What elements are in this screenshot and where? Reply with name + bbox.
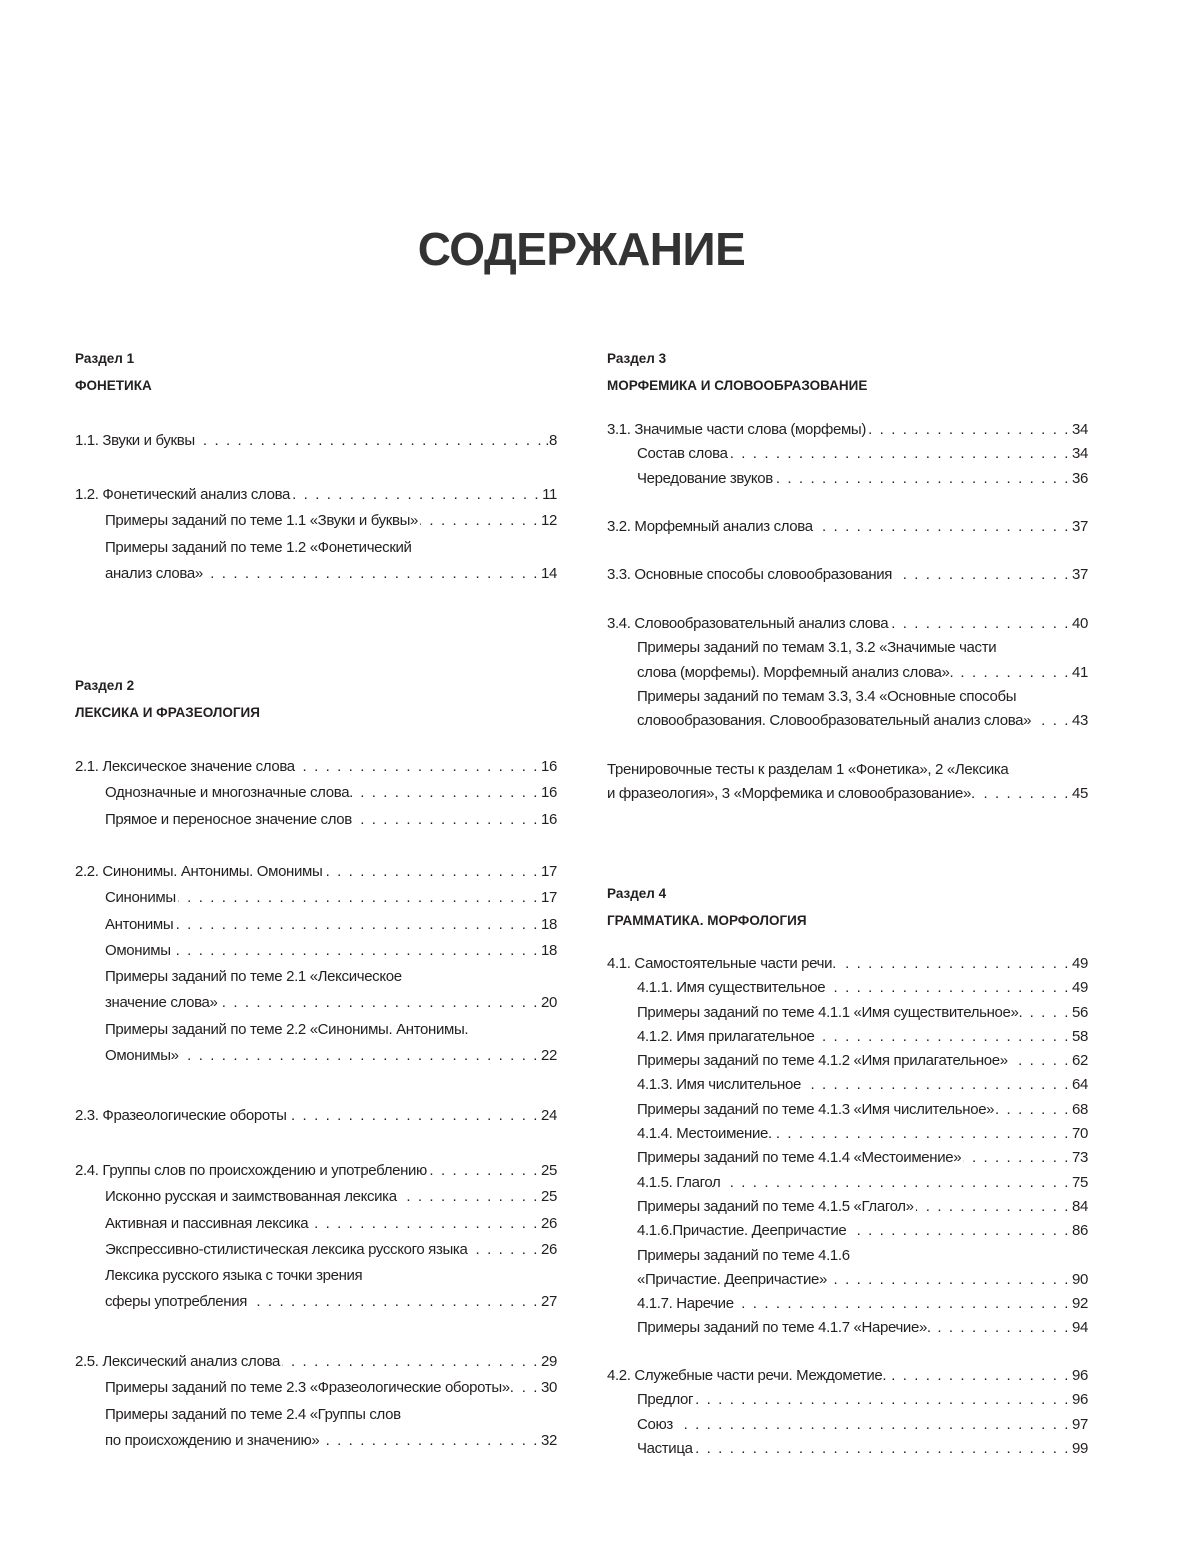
toc-entry-line xyxy=(607,1098,1088,1122)
toc-entry-line xyxy=(607,952,1088,976)
toc-entry[interactable] xyxy=(75,859,557,885)
toc-entry[interactable] xyxy=(75,1158,557,1184)
dot-leader xyxy=(355,780,539,806)
toc-entry[interactable] xyxy=(607,442,1088,466)
toc-group xyxy=(607,418,1088,491)
toc-entry-line xyxy=(607,685,1088,709)
dot-leader xyxy=(675,1413,1070,1437)
toc-entry-text: 2.2. Синонимы. Антонимы. Омонимы xyxy=(75,863,323,880)
toc-entry-text: 4.1.5. Глагол xyxy=(637,1173,721,1191)
page-number: 58 xyxy=(1072,1027,1088,1045)
dot-leader xyxy=(469,1237,539,1263)
toc-entry[interactable] xyxy=(75,428,557,454)
toc-entry[interactable] xyxy=(75,1402,557,1455)
toc-entry[interactable] xyxy=(75,1184,557,1210)
page-number: 32 xyxy=(541,1431,557,1449)
toc-entry-line xyxy=(75,1017,557,1043)
toc-group xyxy=(75,428,557,454)
toc-entry-line xyxy=(75,912,557,938)
toc-entry-text: Чередование звуков xyxy=(637,469,773,487)
toc-entry-line xyxy=(75,1237,557,1263)
dot-leader xyxy=(827,976,1070,1000)
dot-leader xyxy=(730,442,1070,466)
page-number: 34 xyxy=(1072,421,1088,438)
toc-entry[interactable] xyxy=(607,1001,1088,1025)
page-number: 29 xyxy=(541,1353,557,1370)
toc-entry-text: «Причастие. Деепричастие» xyxy=(637,1270,827,1288)
toc-entry-text: 2.5. Лексический анализ слова xyxy=(75,1353,281,1370)
section-title: ГРАММАТИКА. МОРФОЛОГИЯ xyxy=(607,913,807,928)
toc-entry-line xyxy=(75,1211,557,1237)
toc-entry-line xyxy=(75,1375,557,1401)
toc-entry-line xyxy=(75,428,557,454)
toc-entry[interactable] xyxy=(607,952,1088,976)
page-number: 84 xyxy=(1072,1197,1088,1215)
toc-entry-line xyxy=(75,1263,557,1289)
toc-entry[interactable] xyxy=(75,780,557,806)
toc-entry-line xyxy=(75,859,557,885)
toc-entry-line xyxy=(607,661,1088,685)
dot-leader xyxy=(868,418,1070,442)
page-number: 41 xyxy=(1072,663,1088,681)
toc-entry-text: 2.3. Фразеологические обороты xyxy=(75,1107,287,1124)
toc-entry[interactable] xyxy=(75,1237,557,1263)
toc-entry[interactable] xyxy=(607,976,1088,1000)
dot-leader xyxy=(848,1219,1070,1243)
page-number: 45 xyxy=(1072,785,1088,803)
toc-entry-text: Лексика русского языка с точки зрения xyxy=(105,1267,363,1285)
section-heading xyxy=(75,345,152,399)
toc-entry-text: Примеры заданий по теме 2.2 «Синонимы. Антонимы. xyxy=(105,1020,469,1038)
dot-leader xyxy=(1033,709,1070,733)
toc-entry[interactable] xyxy=(607,685,1088,734)
toc-entry-text: Прямое и переносное значение слов xyxy=(105,810,352,828)
toc-entry-text: по происхождению и значению» xyxy=(105,1431,320,1449)
toc-entry-text: 3.2. Морфемный анализ слова xyxy=(607,518,813,535)
page-number: 30 xyxy=(541,1379,557,1397)
dot-leader xyxy=(695,1437,1070,1461)
toc-group xyxy=(607,1364,1088,1461)
toc-entry[interactable] xyxy=(75,1375,557,1401)
toc-entry-line xyxy=(607,442,1088,466)
toc-group xyxy=(607,612,1088,733)
section-title: ФОНЕТИКА xyxy=(75,378,152,393)
page-number: 40 xyxy=(1072,615,1088,632)
dot-leader xyxy=(420,508,539,534)
dot-leader xyxy=(803,1073,1070,1097)
page-number: 16 xyxy=(541,758,557,775)
toc-entry-text: 4.1.1. Имя существительное xyxy=(637,979,826,997)
toc-entry-line xyxy=(75,1349,557,1375)
page-number: 92 xyxy=(1072,1295,1088,1313)
dot-leader xyxy=(173,938,539,964)
dot-leader xyxy=(297,754,539,780)
toc-entry-line xyxy=(607,1292,1088,1316)
toc-entry-text: Примеры заданий по теме 4.1.4 «Местоимение» xyxy=(637,1149,962,1167)
page-number: 49 xyxy=(1072,979,1088,997)
toc-entry-text: 3.3. Основные способы словообразования xyxy=(607,566,893,583)
page-number: 43 xyxy=(1072,712,1088,730)
page-number: 70 xyxy=(1072,1125,1088,1143)
dot-leader xyxy=(282,1349,539,1375)
toc-entry-line xyxy=(75,938,557,964)
toc-entry-line xyxy=(607,563,1088,587)
page-number: 86 xyxy=(1072,1222,1088,1240)
toc-entry-line xyxy=(75,1289,557,1315)
dot-leader xyxy=(815,515,1070,539)
page-number: .8 xyxy=(545,432,557,449)
section-title: ЛЕКСИКА И ФРАЗЕОЛОГИЯ xyxy=(75,705,260,720)
toc-entry[interactable] xyxy=(607,1413,1088,1437)
toc-entry[interactable] xyxy=(607,1073,1088,1097)
toc-entry-line xyxy=(607,1364,1088,1388)
dot-leader xyxy=(324,859,539,885)
dot-leader xyxy=(838,952,1070,976)
toc-entry-line xyxy=(607,1195,1088,1219)
toc-entry-text: Примеры заданий по теме 1.1 «Звуки и буквы» xyxy=(105,512,419,530)
toc-entry[interactable] xyxy=(607,418,1088,442)
dot-leader xyxy=(429,1158,539,1184)
dot-leader xyxy=(894,563,1070,587)
dot-leader xyxy=(933,1316,1070,1340)
toc-entry-text: Предлог xyxy=(637,1391,694,1409)
toc-entry-text: Состав слова xyxy=(637,445,728,463)
toc-entry-text: 3.1. Значимые части слова (морфемы) xyxy=(607,421,867,438)
dot-leader xyxy=(1024,1001,1070,1025)
page-number: 90 xyxy=(1072,1270,1088,1288)
dot-leader xyxy=(916,1195,1070,1219)
section-number: Раздел 3 xyxy=(607,351,667,366)
toc-entry-line xyxy=(75,1043,557,1069)
toc-entry-text: Примеры заданий по теме 2.3 «Фразеологические обороты». xyxy=(105,1379,514,1397)
dot-leader xyxy=(181,1043,539,1069)
page-number: 62 xyxy=(1072,1052,1088,1070)
toc-entry-line xyxy=(75,1402,557,1428)
page-number: 75 xyxy=(1072,1173,1088,1191)
toc-entry[interactable] xyxy=(607,1098,1088,1122)
toc-entry-line xyxy=(607,1001,1088,1025)
toc-entry-text: Примеры заданий по теме 4.1.2 «Имя прилагательное» xyxy=(637,1052,1008,1070)
dot-leader xyxy=(399,1184,539,1210)
toc-entry-text: 4.1.2. Имя прилагательное xyxy=(637,1027,815,1045)
toc-entry-line xyxy=(607,1437,1088,1461)
toc-entry-text: 1.1. Звуки и буквы xyxy=(75,432,195,449)
section-number: Раздел 1 xyxy=(75,351,135,366)
toc-entry-line xyxy=(75,1103,557,1129)
page-number: 25 xyxy=(541,1162,557,1179)
dot-leader xyxy=(736,1292,1070,1316)
toc-entry[interactable] xyxy=(75,508,557,534)
toc-entry-line xyxy=(607,1146,1088,1170)
toc-entry-line xyxy=(607,1244,1088,1268)
toc-entry-text: 4.1.6.Причастие. Деепричастие xyxy=(637,1222,847,1240)
toc-entry[interactable] xyxy=(607,1049,1088,1073)
toc-entry-line xyxy=(75,535,557,561)
page-number: 16 xyxy=(541,810,557,828)
page-number: 16 xyxy=(541,784,557,802)
page-number: 17 xyxy=(541,889,557,907)
page-number: 96 xyxy=(1072,1391,1088,1409)
toc-entry[interactable] xyxy=(607,1122,1088,1146)
dot-leader xyxy=(695,1388,1070,1412)
toc-entry-line xyxy=(607,1219,1088,1243)
toc-entry[interactable] xyxy=(607,1195,1088,1219)
toc-entry-line xyxy=(607,515,1088,539)
dot-leader xyxy=(178,885,539,911)
toc-entry-line xyxy=(607,1025,1088,1049)
toc-entry[interactable] xyxy=(607,1244,1088,1293)
toc-entry[interactable] xyxy=(607,636,1088,685)
toc-entry[interactable] xyxy=(607,515,1088,539)
toc-entry-line xyxy=(607,1388,1088,1412)
page-number: 20 xyxy=(541,994,557,1012)
toc-entry[interactable] xyxy=(75,1263,557,1316)
page-number: 64 xyxy=(1072,1076,1088,1094)
toc-entry-text: 1.2. Фонетический анализ слова xyxy=(75,486,291,503)
toc-entry-text: сферы употребления xyxy=(105,1293,247,1311)
section-number: Раздел 2 xyxy=(75,678,135,693)
toc-entry-text: 3.4. Словообразовательный анализ слова xyxy=(607,615,889,632)
page-number: 18 xyxy=(541,915,557,933)
toc-entry-text: 4.1. Самостоятельные части речи. xyxy=(607,955,836,972)
toc-group xyxy=(75,754,557,833)
page-number: 97 xyxy=(1072,1415,1088,1433)
section-title: МОРФЕМИКА И СЛОВООБРАЗОВАНИЕ xyxy=(607,378,868,393)
toc-entry-text: Активная и пассивная лексика xyxy=(105,1214,309,1232)
toc-group xyxy=(607,563,1088,587)
section-heading xyxy=(607,345,867,399)
toc-entry-text: словообразования. Словообразовательный анализ слова» xyxy=(637,712,1032,730)
dot-leader xyxy=(977,782,1070,806)
page-number: 96 xyxy=(1072,1367,1088,1384)
toc-entry-text: 2.1. Лексическое значение слова xyxy=(75,758,295,775)
toc-entry-text: и фразеология», 3 «Морфемика и словообразование». xyxy=(607,785,975,803)
toc-group xyxy=(607,758,1088,807)
toc-entry[interactable] xyxy=(75,1211,557,1237)
dot-leader xyxy=(775,467,1070,491)
toc-entry-text: Однозначные и многозначные слова. xyxy=(105,784,353,802)
toc-entry[interactable] xyxy=(607,1171,1088,1195)
toc-entry[interactable] xyxy=(607,467,1088,491)
toc-entry[interactable] xyxy=(607,1388,1088,1412)
dot-leader xyxy=(205,561,539,587)
page-number: 56 xyxy=(1072,1003,1088,1021)
toc-entry-text: Омонимы» xyxy=(105,1047,179,1065)
toc-entry-line xyxy=(607,418,1088,442)
page-number: 94 xyxy=(1072,1319,1088,1337)
page-number: 24 xyxy=(541,1107,557,1124)
toc-entry-line xyxy=(75,780,557,806)
dot-leader xyxy=(289,1103,539,1129)
dot-leader xyxy=(516,1375,539,1401)
page-title: СОДЕРЖАНИЕ xyxy=(417,223,746,275)
toc-entry-line xyxy=(607,976,1088,1000)
toc-entry[interactable] xyxy=(75,885,557,911)
toc-entry-text: Тренировочные тесты к разделам 1 «Фонетика», 2 «Лексика xyxy=(607,761,1009,778)
toc-group xyxy=(75,1103,557,1129)
toc-entry-text: Синонимы xyxy=(105,889,176,907)
toc-entry-text: Примеры заданий по теме 1.2 «Фонетический xyxy=(105,538,412,556)
page-number: 27 xyxy=(541,1293,557,1311)
toc-entry-line xyxy=(75,754,557,780)
toc-entry-text: Примеры заданий по теме 4.1.7 «Наречие». xyxy=(637,1319,931,1337)
section-number: Раздел 4 xyxy=(607,886,667,901)
dot-leader xyxy=(220,990,539,1016)
dot-leader xyxy=(249,1289,539,1315)
section-heading xyxy=(75,672,260,726)
toc-entry-line xyxy=(75,964,557,990)
toc-entry-text: Примеры заданий по теме 4.1.3 «Имя числительное» xyxy=(637,1100,995,1118)
page-number: 49 xyxy=(1072,955,1088,972)
page-number: 37 xyxy=(1072,566,1088,583)
toc-entry[interactable] xyxy=(607,1437,1088,1461)
toc-entry-text: Исконно русская и заимствованная лексика xyxy=(105,1188,397,1206)
toc-entry-line xyxy=(75,561,557,587)
toc-group xyxy=(607,515,1088,539)
dot-leader xyxy=(829,1268,1070,1292)
toc-entry-line xyxy=(607,612,1088,636)
page-number: 18 xyxy=(541,941,557,959)
toc-entry-line xyxy=(607,1171,1088,1195)
section-heading xyxy=(607,880,807,934)
toc-entry-text: 2.4. Группы слов по происхождению и употреблению xyxy=(75,1162,427,1179)
toc-entry[interactable] xyxy=(75,754,557,780)
toc-entry-text: Примеры заданий по теме 4.1.1 «Имя существительное». xyxy=(637,1003,1023,1021)
toc-entry[interactable] xyxy=(607,1146,1088,1170)
toc-entry-line xyxy=(75,990,557,1016)
toc-entry-text: 4.1.4. Местоимение. xyxy=(637,1125,772,1143)
dot-leader xyxy=(890,612,1070,636)
toc-entry-line xyxy=(75,885,557,911)
toc-entry-line xyxy=(607,709,1088,733)
toc-entry[interactable] xyxy=(75,1349,557,1375)
page-number: 12 xyxy=(541,512,557,530)
page-number: 11 xyxy=(542,486,557,503)
page-number: 14 xyxy=(541,564,557,582)
toc-entry[interactable] xyxy=(75,1103,557,1129)
toc-entry[interactable] xyxy=(607,758,1088,807)
dot-leader xyxy=(175,912,539,938)
page-number: 73 xyxy=(1072,1149,1088,1167)
page-number: 68 xyxy=(1072,1100,1088,1118)
toc-entry-text: Частица xyxy=(637,1439,693,1457)
page-number: 26 xyxy=(541,1214,557,1232)
dot-leader xyxy=(722,1171,1070,1195)
toc-entry-line xyxy=(75,1428,557,1454)
dot-leader xyxy=(955,661,1070,685)
toc-group xyxy=(607,952,1088,1341)
toc-entry-line xyxy=(75,1184,557,1210)
toc-entry-text: Экспрессивно-стилистическая лексика русского языка xyxy=(105,1240,468,1258)
toc-entry[interactable] xyxy=(607,1316,1088,1340)
toc-entry[interactable] xyxy=(75,535,557,588)
toc-entry-text: Примеры заданий по темам 3.1, 3.2 «Значимые части xyxy=(637,639,997,657)
dot-leader xyxy=(1010,1049,1070,1073)
toc-entry-line xyxy=(75,1158,557,1184)
toc-entry-line xyxy=(607,467,1088,491)
toc-entry[interactable] xyxy=(607,1219,1088,1243)
toc-group xyxy=(75,1158,557,1316)
toc-entry-text: Примеры заданий по теме 4.1.6 xyxy=(637,1246,850,1264)
toc-entry-line xyxy=(607,1073,1088,1097)
toc-entry-line xyxy=(607,636,1088,660)
dot-leader xyxy=(963,1146,1070,1170)
toc-entry[interactable] xyxy=(607,1364,1088,1388)
dot-leader xyxy=(321,1428,539,1454)
dot-leader xyxy=(354,807,539,833)
toc-entry-line xyxy=(607,782,1088,806)
toc-group xyxy=(75,1349,557,1454)
page-number: 37 xyxy=(1072,518,1088,535)
toc-entry[interactable] xyxy=(607,1025,1088,1049)
toc-entry-line xyxy=(75,807,557,833)
page-number: 36 xyxy=(1072,469,1088,487)
toc-group xyxy=(75,482,557,587)
toc-entry[interactable] xyxy=(75,964,557,1017)
toc-entry-text: Омонимы xyxy=(105,941,171,959)
toc-entry-text: Примеры заданий по теме 2.4 «Группы слов xyxy=(105,1405,401,1423)
toc-entry-text: анализ слова» xyxy=(105,564,203,582)
toc-entry-line xyxy=(607,1049,1088,1073)
toc-entry-text: Примеры заданий по темам 3.3, 3.4 «Основные способы xyxy=(637,687,1017,705)
toc-entry[interactable] xyxy=(75,482,557,508)
toc-entry-text: Примеры заданий по теме 4.1.5 «Глагол» xyxy=(637,1197,914,1215)
toc-entry[interactable] xyxy=(75,1017,557,1070)
toc-entry-line xyxy=(75,508,557,534)
toc-entry-line xyxy=(75,482,557,508)
toc-entry-text: 4.1.3. Имя числительное xyxy=(637,1076,801,1094)
dot-leader xyxy=(292,482,540,508)
dot-leader xyxy=(996,1098,1070,1122)
toc-entry-text: Примеры заданий по теме 2.1 «Лексическое xyxy=(105,968,402,986)
dot-leader xyxy=(197,428,543,454)
toc-entry[interactable] xyxy=(75,938,557,964)
dot-leader xyxy=(774,1122,1070,1146)
page-number: 17 xyxy=(541,863,557,880)
toc-entry-line xyxy=(607,758,1088,782)
toc-entry-text: слова (морфемы). Морфемный анализ слова». xyxy=(637,663,954,681)
dot-leader xyxy=(817,1025,1070,1049)
page-number: 25 xyxy=(541,1188,557,1206)
toc-entry[interactable] xyxy=(75,912,557,938)
toc-entry[interactable] xyxy=(75,807,557,833)
page-number: 26 xyxy=(541,1240,557,1258)
page-number: 99 xyxy=(1072,1439,1088,1457)
toc-entry-line xyxy=(607,1413,1088,1437)
toc-entry-line xyxy=(607,1316,1088,1340)
toc-entry-text: 4.2. Служебные части речи. Междометие. xyxy=(607,1367,887,1384)
toc-entry-text: значение слова» xyxy=(105,994,218,1012)
toc-group xyxy=(75,859,557,1069)
toc-entry[interactable] xyxy=(607,1292,1088,1316)
toc-entry-line xyxy=(607,1268,1088,1292)
dot-leader xyxy=(310,1211,539,1237)
toc-entry-text: 4.1.7. Наречие xyxy=(637,1295,734,1313)
toc-entry-text: Союз xyxy=(637,1415,673,1433)
toc-entry[interactable] xyxy=(607,612,1088,636)
toc-entry[interactable] xyxy=(607,563,1088,587)
toc-entry-text: Антонимы xyxy=(105,915,174,933)
toc-entry-line xyxy=(607,1122,1088,1146)
page-number: 34 xyxy=(1072,445,1088,463)
dot-leader xyxy=(888,1364,1070,1388)
page-number: 22 xyxy=(541,1047,557,1065)
